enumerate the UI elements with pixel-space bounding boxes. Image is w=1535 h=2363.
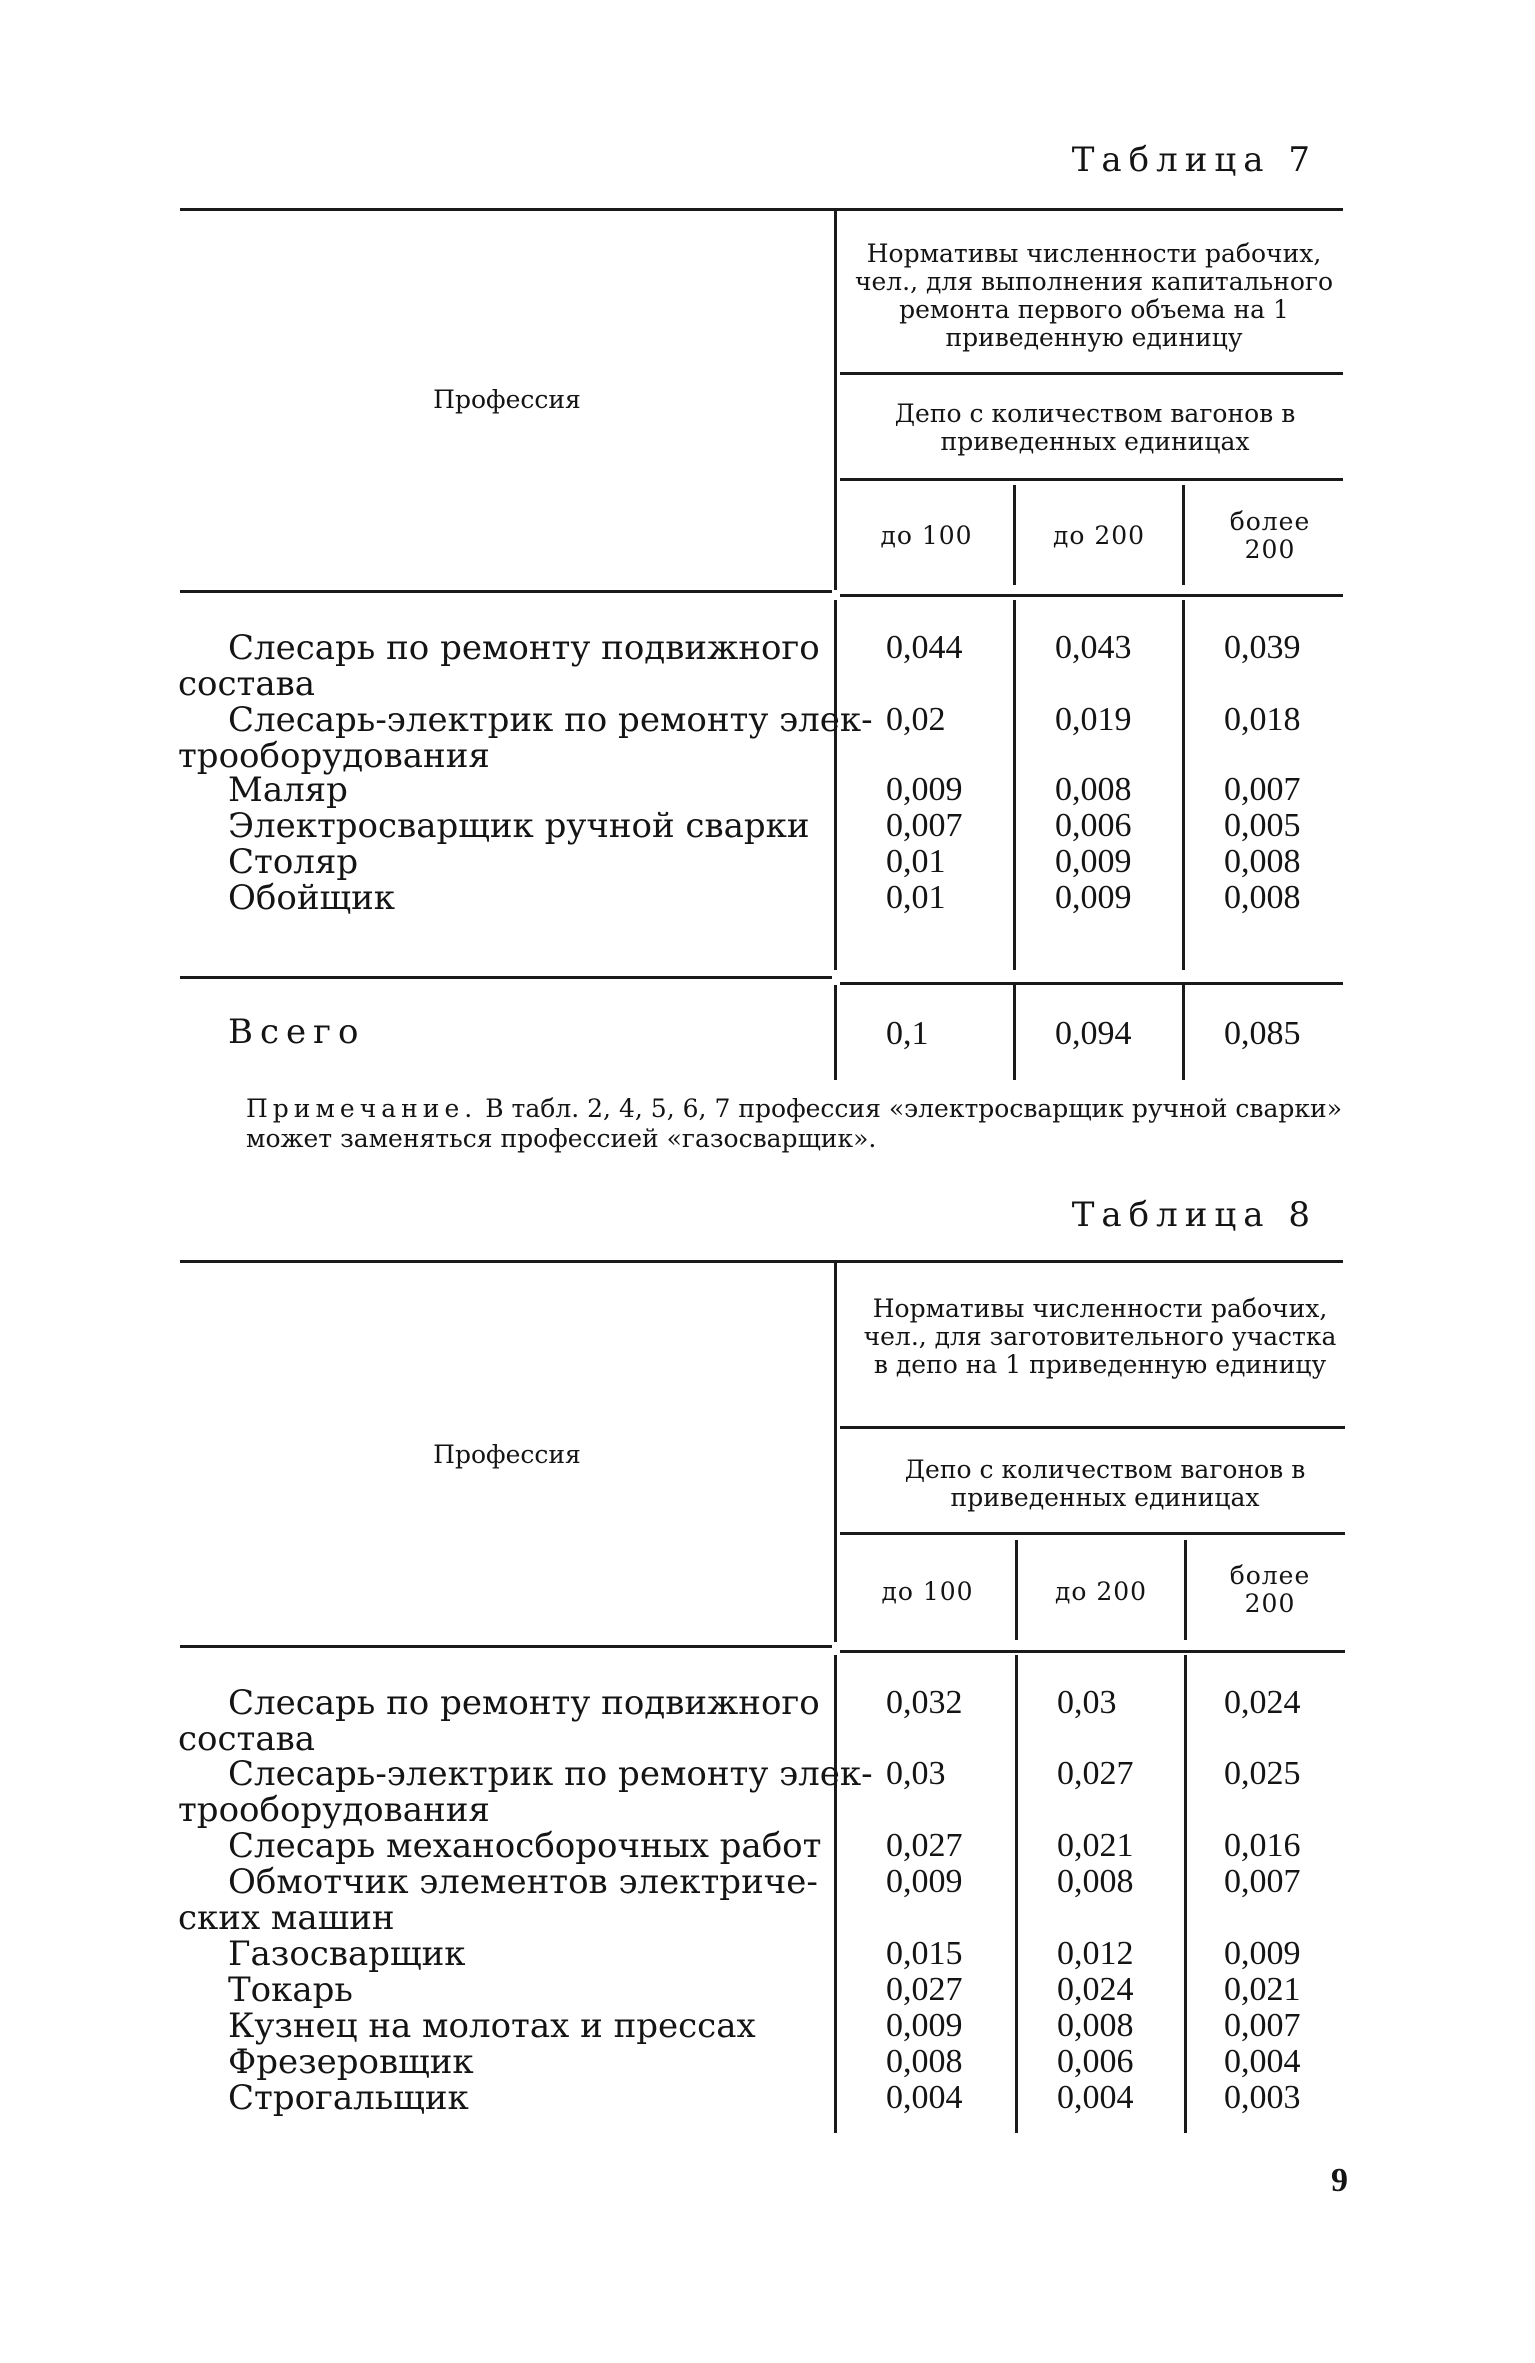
table7-col-head-1: до 100 [880,521,973,550]
table8-row-2-col-1: 0,03 [886,1755,946,1792]
table8-depot-header: Депо с количеством вагонов в приведенных единицах [904,1455,1306,1512]
page-number: 9 [1331,2162,1348,2199]
table8-row-9-col-3: 0,003 [1224,2079,1301,2116]
table8-header-rule-1 [840,1426,1345,1429]
table7-row-5-label: Столяр [228,842,359,882]
table8-row-7-label: Кузнец на молотах и прессах [228,2006,756,2046]
table7-row-4-label: Электросварщик ручной сварки [228,806,810,846]
table7-total-label: Всего [228,1012,366,1052]
table7-body-divider-2 [1182,600,1185,970]
table8-row-4-col-2: 0,008 [1057,1863,1134,1900]
table7-row-4-col-3: 0,005 [1224,807,1301,844]
note-text: В табл. 2, 4, 5, 6, 7 профессия «электросварщик ручной сварки» может заменяться профессией «газосварщик». [246,1094,1342,1153]
table8-row-1-col-1: 0,032 [886,1684,963,1721]
table7-total-col-3: 0,085 [1224,1015,1301,1052]
table7-total-col-1: 0,1 [886,1015,929,1052]
table8-row-1-label-l2: состава [178,1719,316,1759]
table7-col-head-2: до 200 [1052,521,1146,550]
table8-row-4-col-3: 0,007 [1224,1863,1301,1900]
table8-row-4-label-l2: ских машин [178,1898,395,1938]
table7-total-rule-left [180,976,832,979]
table8-header-rule-2 [840,1532,1345,1535]
table8-row-5-col-2: 0,012 [1057,1935,1134,1972]
table7-header-rule-1 [840,372,1343,375]
table8-row-2-label-l2: трооборудования [178,1790,490,1830]
table8-row-4-col-1: 0,009 [886,1863,963,1900]
table8-norm-header: Нормативы численности рабочих, чел., для заготовительного участка в депо на 1 приведенную единицу [863,1294,1337,1379]
table7-depot-header: Депо с количеством вагонов в приведенных единицах [894,399,1296,456]
table8-row-9-col-1: 0,004 [886,2079,963,2116]
table8-row-2-col-3: 0,025 [1224,1755,1301,1792]
table7-row-2-col-3: 0,018 [1224,701,1301,738]
table7-body-divider-1 [1013,600,1016,970]
table8-row-2-col-2: 0,027 [1057,1755,1134,1792]
table7-row-1-col-2: 0,043 [1055,629,1132,666]
table7-row-2-col-1: 0,02 [886,701,946,738]
table7-row-1-label-l1: Слесарь по ремонту подвижного [228,628,820,668]
table8-row-9-col-2: 0,004 [1057,2079,1134,2116]
table7-top-rule [180,208,1343,211]
table7-note [246,1094,1342,1154]
table8-caption: Таблица 8 [1071,1195,1317,1235]
table8-col-head-3: более 200 [1229,1561,1311,1618]
table8-row-6-label: Токарь [228,1970,353,2010]
table8-row-7-col-2: 0,008 [1057,2007,1134,2044]
table7-row-3-col-3: 0,007 [1224,771,1301,808]
table7-row-3-col-2: 0,008 [1055,771,1132,808]
table8-row-2-label-l1: Слесарь-электрик по ремонту элек- [228,1754,873,1794]
table8-row-6-col-3: 0,021 [1224,1971,1301,2008]
table7-total-rule-right [840,982,1343,985]
table8-body-divider-0 [834,1655,837,2133]
table8-row-8-col-1: 0,008 [886,2043,963,2080]
table7-row-1-col-1: 0,044 [886,629,963,666]
table8-body-divider-1 [1015,1655,1018,2133]
table8-header-bottom-rule-right [840,1650,1345,1653]
table7-caption: Таблица 7 [1071,140,1317,180]
table8-col-head-1: до 100 [881,1577,974,1606]
table8-row-9-label: Строгальщик [228,2078,469,2118]
table8-row-3-col-3: 0,016 [1224,1827,1301,1864]
table8-row-7-col-1: 0,009 [886,2007,963,2044]
table8-row-3-col-1: 0,027 [886,1827,963,1864]
table7-row-5-col-3: 0,008 [1224,843,1301,880]
table8-row-1-label-l1: Слесарь по ремонту подвижного [228,1683,820,1723]
table7-header-rule-2 [840,478,1343,481]
table8-row-8-col-3: 0,004 [1224,2043,1301,2080]
table7-row-3-label: Маляр [228,770,348,810]
table8-row-6-col-2: 0,024 [1057,1971,1134,2008]
table7-total-col-2: 0,094 [1055,1015,1132,1052]
table8-header-bottom-rule-left [180,1645,832,1648]
table7-row-6-col-1: 0,01 [886,879,946,916]
table7-row-2-label-l2: трооборудования [178,736,490,776]
table7-row-1-label-l2: состава [178,664,316,704]
table7-header-bottom-rule-right [840,594,1343,597]
table7-row-6-label: Обойщик [228,878,395,918]
table7-total-divider-0 [834,985,837,1080]
table7-row-6-col-2: 0,009 [1055,879,1132,916]
table7-row-1-col-3: 0,039 [1224,629,1301,666]
table8-body-divider-2 [1184,1655,1187,2133]
table7-profession-header: Профессия [433,385,581,414]
table7-total-divider-2 [1182,985,1185,1080]
table8-row-4-label-l1: Обмотчик элементов электриче- [228,1862,818,1902]
table7-row-4-col-1: 0,007 [886,807,963,844]
table7-row-6-col-3: 0,008 [1224,879,1301,916]
table7-row-2-col-2: 0,019 [1055,701,1132,738]
table8-row-1-col-3: 0,024 [1224,1684,1301,1721]
table8-row-3-label: Слесарь механосборочных работ [228,1826,822,1866]
table8-row-6-col-1: 0,027 [886,1971,963,2008]
table7-total-divider-1 [1013,985,1016,1080]
table8-row-5-col-1: 0,015 [886,1935,963,1972]
note-lead: Примечание. [246,1094,478,1123]
table7-row-3-col-1: 0,009 [886,771,963,808]
table7-row-5-col-1: 0,01 [886,843,946,880]
table7-norm-header: Нормативы численности рабочих, чел., для выполнения капитального ремонта первого объема на 1 приведенную единицу [854,239,1334,352]
table8-col-head-2: до 200 [1054,1577,1148,1606]
table8-row-1-col-2: 0,03 [1057,1684,1117,1721]
table7-col-divider [834,210,837,590]
table8-row-5-label: Газосварщик [228,1934,466,1974]
table8-row-5-col-3: 0,009 [1224,1935,1301,1972]
table7-body-divider-0 [834,600,837,970]
table7-col-head-3: более 200 [1229,507,1311,564]
table8-col-divider [834,1262,837,1642]
table8-colhead-divider-2 [1184,1540,1187,1640]
table7-header-bottom-rule-left [180,590,832,593]
table7-row-2-label-l1: Слесарь-электрик по ремонту элек- [228,700,873,740]
table8-row-3-col-2: 0,021 [1057,1827,1134,1864]
table7-row-5-col-2: 0,009 [1055,843,1132,880]
table8-row-7-col-3: 0,007 [1224,2007,1301,2044]
table7-row-4-col-2: 0,006 [1055,807,1132,844]
table8-row-8-label: Фрезеровщик [228,2042,474,2082]
table8-top-rule [180,1260,1343,1263]
table8-profession-header: Профессия [433,1440,581,1469]
table8-row-8-col-2: 0,006 [1057,2043,1134,2080]
table7-colhead-divider-2 [1182,485,1185,585]
